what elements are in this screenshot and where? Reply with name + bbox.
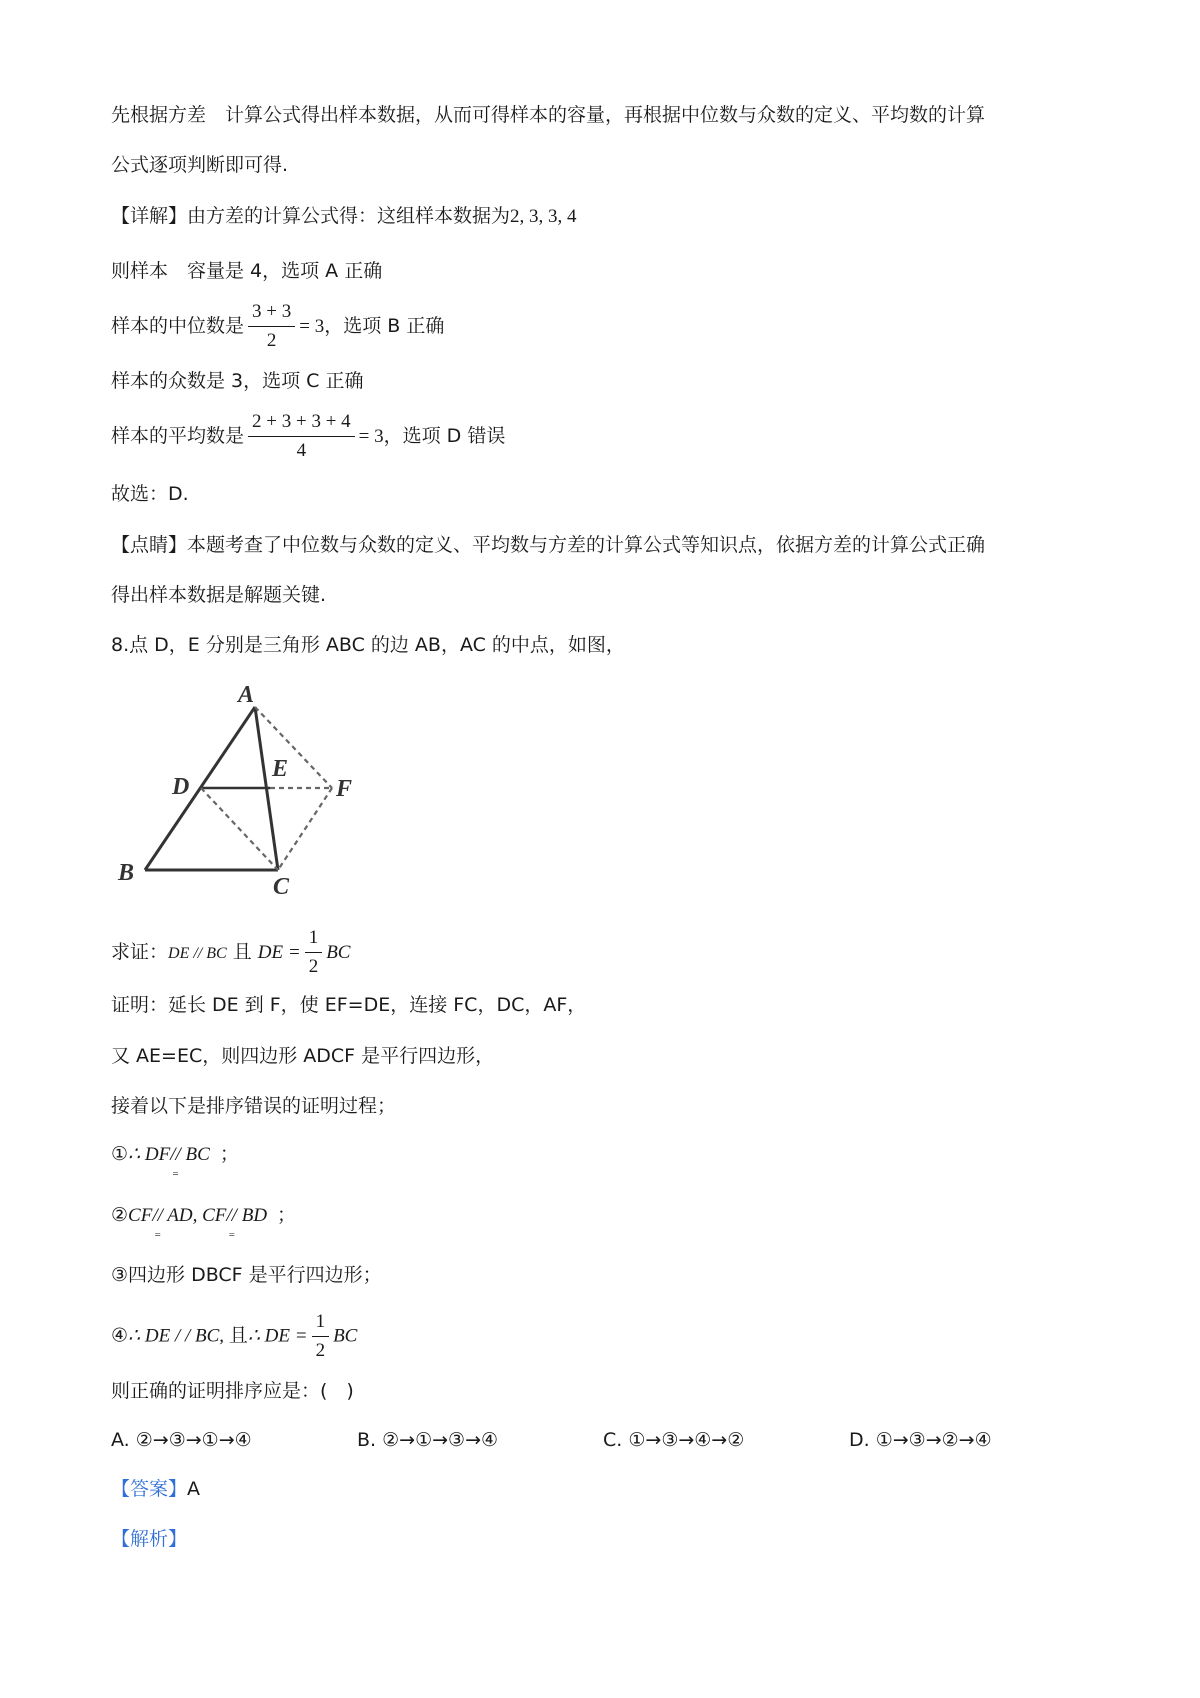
prove-relation: DE // BC [168,945,227,962]
median-result: = 3 [299,316,325,337]
options-row [111,1427,992,1453]
label-D: D [172,774,190,800]
segment-DC [201,788,278,870]
label-E: E [272,756,289,782]
step2-end: ； [277,1204,297,1226]
step-b-prefix: 样本的中位数是 [111,315,245,337]
step1-parallel: // [170,1144,181,1165]
mean-result: = 3 [358,426,384,447]
option-a-label: A. [111,1429,130,1451]
analysis-intro-line2: 公式逐项判断即可得. [111,154,289,176]
step4-mark: ④ [111,1324,129,1347]
prove-and: 且 [226,941,258,963]
option-a[interactable] [111,1427,357,1453]
mean-denominator: 4 [296,440,307,461]
step1-tail: BC [180,1144,210,1165]
step-d-suffix: ，选项 D 错误 [383,425,506,447]
step3-text: 四边形 DBCF 是平行四边形； [128,1264,382,1286]
prove-prefix: 求证： [111,941,169,963]
label-F: F [336,776,353,802]
step2-parallel-1: // [152,1205,163,1226]
step1-text: ∴ DF [128,1144,171,1165]
step-d-prefix: 样本的平均数是 [111,425,245,447]
prove-fraction [305,926,323,979]
step3 [111,1262,382,1288]
label-C: C [273,874,290,900]
detail-text: 由方差的计算公式得：这组样本数据为 [187,205,511,227]
option-b-label: B. [357,1429,377,1451]
step2-mark: ② [111,1204,129,1226]
option-a-text: ②→③→①→④ [135,1429,252,1451]
mean-fraction [248,410,355,463]
step-b-suffix: ，选项 B 正确 [324,315,445,337]
ask-line: 则正确的证明排序应是：( ) [111,1380,354,1402]
step2-c: BD [236,1205,268,1226]
option-b[interactable] [357,1427,603,1453]
prove-denominator: 2 [308,956,319,977]
step1-parallel-equal [170,1142,181,1180]
prove-rhs: BC [326,942,351,963]
segment-AF [255,707,332,788]
option-d-text: ①→③→②→④ [875,1429,992,1451]
step2-equal-sign-1: = [153,1229,162,1241]
median-numerator: 3 + 3 [248,300,295,327]
step3-mark: ③ [111,1264,129,1286]
proof-line3: 接着以下是排序错误的证明过程； [111,1095,397,1117]
step4-fraction [312,1310,330,1363]
option-c-text: ①→③→④→② [628,1429,745,1451]
step-a: 则样本 容量是 4，选项 A 正确 [111,260,383,282]
step1-end: ； [219,1143,239,1165]
detail-label: 【详解】 [111,205,188,227]
option-d-label: D. [849,1429,870,1451]
step2-parallel-equal-2 [226,1203,237,1241]
detail-data: 2, 3, 3, 4 [510,206,577,227]
step1 [111,1141,239,1180]
q8-stem: 8.点 D，E 分别是三角形 ABC 的边 AB，AC 的中点，如图， [111,634,625,656]
prove-numerator: 1 [305,926,323,953]
analysis-intro-line1: 先根据方差 计算公式得出样本数据，从而可得样本的容量，再根据中位数与众数的定义、平均数的计算 [111,104,986,126]
step1-mark: ① [111,1143,129,1165]
step4 [111,1310,357,1363]
comment-label: 【点睛】 [111,534,188,556]
triangle-figure [110,680,410,900]
label-A: A [238,682,255,708]
analysis-label: 【解析】 [111,1528,188,1550]
step2-parallel-equal-1 [152,1203,163,1241]
step4-d: BC [333,1325,358,1347]
step-b [111,300,444,353]
step4-numerator: 1 [312,1310,330,1337]
median-denominator: 2 [266,330,277,351]
step4-c: ∴ DE = [247,1325,308,1347]
step2-a: CF [128,1205,153,1226]
detail-line [111,203,577,230]
step4-a: ∴ DE / / BC, [128,1325,229,1347]
mean-numerator: 2 + 3 + 3 + 4 [248,410,355,437]
step-c: 样本的众数是 3，选项 C 正确 [111,370,364,392]
comment-text1: 本题考查了中位数与众数的定义、平均数与方差的计算公式等知识点，依据方差的计算公式正确 [187,534,986,556]
option-d[interactable] [849,1427,992,1453]
answer-line [111,1476,200,1502]
answer-value: A [187,1478,201,1500]
answer-label: 【答案】 [111,1478,188,1500]
segment-FC [278,788,332,870]
median-fraction [248,300,295,353]
step2-parallel-2: // [226,1205,237,1226]
comment-line2: 得出样本数据是解题关键. [111,584,327,606]
option-c-label: C. [603,1429,623,1451]
step1-equal-sign: = [171,1168,180,1180]
option-c[interactable] [603,1427,849,1453]
step4-and: 且 [228,1324,248,1347]
step2 [111,1202,297,1241]
step2-b: AD, CF [162,1205,227,1226]
label-B: B [118,860,135,886]
step2-equal-sign-2: = [227,1229,236,1241]
prove-lhs: DE = [257,942,301,963]
proof-line1: 证明：延长 DE 到 F，使 EF=DE，连接 FC，DC，AF， [111,994,587,1016]
proof-line2: 又 AE=EC，则四边形 ADCF 是平行四边形， [111,1045,495,1067]
step-d [111,410,505,463]
comment-line1 [111,532,985,558]
step4-denominator: 2 [315,1340,326,1361]
prove-line [111,926,350,979]
choose-line: 故选：D. [111,483,189,505]
option-b-text: ②→①→③→④ [382,1429,499,1451]
